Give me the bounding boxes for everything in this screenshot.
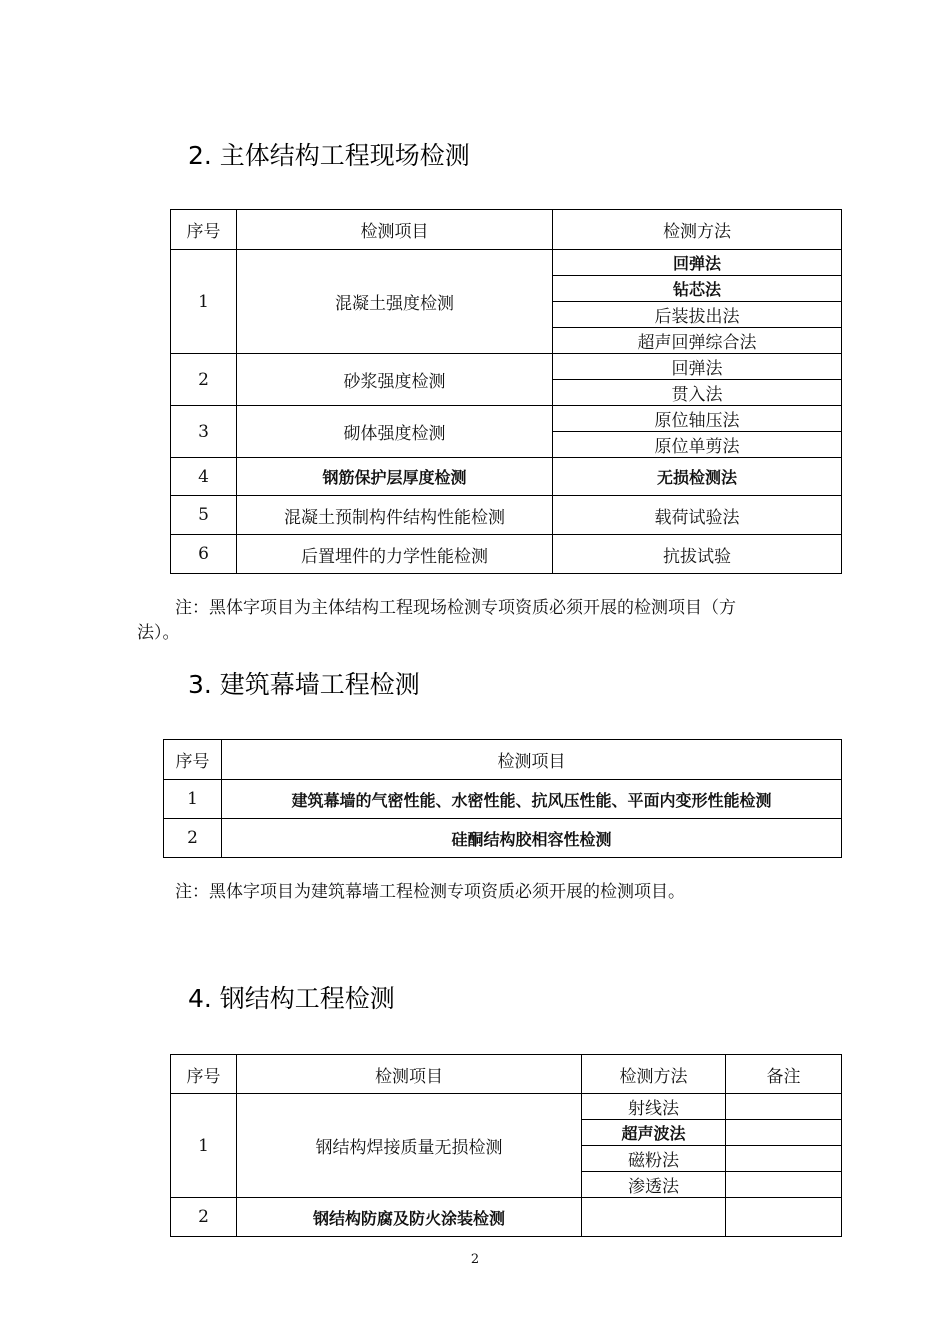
section-2-note-line2: 法）。 xyxy=(137,623,180,643)
table-curtain-wall xyxy=(163,739,842,858)
table-steel-structure xyxy=(170,1054,842,1237)
table-row xyxy=(164,819,842,858)
header-method: 检测方法 xyxy=(553,210,842,250)
row-item: 钢结构防腐及防火涂装检测 xyxy=(237,1198,582,1237)
row-method: 无损检测法 xyxy=(553,458,842,496)
header-item: 检测项目 xyxy=(237,1055,582,1094)
row-method: 抗拔试验 xyxy=(553,535,842,574)
row-method: 回弹法 xyxy=(553,354,842,380)
header-no: 序号 xyxy=(164,740,222,780)
row-no: 2 xyxy=(164,819,222,858)
row-method: 射线法 xyxy=(582,1094,726,1120)
row-remark xyxy=(726,1120,842,1146)
section-2-note-line1: 注：黑体字项目为主体结构工程现场检测专项资质必须开展的检测项目（方 xyxy=(175,598,736,618)
row-item: 后置埋件的力学性能检测 xyxy=(237,535,553,574)
row-method: 渗透法 xyxy=(582,1172,726,1198)
row-method: 载荷试验法 xyxy=(553,496,842,535)
row-item: 混凝土预制构件结构性能检测 xyxy=(237,496,553,535)
row-item: 砂浆强度检测 xyxy=(237,354,553,406)
row-method: 超声回弹综合法 xyxy=(553,328,842,354)
header-item: 检测项目 xyxy=(222,740,842,780)
table-row xyxy=(171,250,842,276)
row-no: 2 xyxy=(171,1198,237,1237)
row-method: 原位单剪法 xyxy=(553,432,842,458)
header-no: 序号 xyxy=(171,210,237,250)
row-item: 钢结构焊接质量无损检测 xyxy=(237,1094,582,1198)
section-4-title: 4. 钢结构工程检测 xyxy=(188,984,395,1013)
table-main-structure xyxy=(170,209,842,574)
row-method: 磁粉法 xyxy=(582,1146,726,1172)
table-row xyxy=(171,535,842,574)
row-method: 贯入法 xyxy=(553,380,842,406)
row-item: 砌体强度检测 xyxy=(237,406,553,458)
page-number: 2 xyxy=(470,1252,480,1267)
row-method: 钻芯法 xyxy=(553,276,842,302)
row-item: 钢筋保护层厚度检测 xyxy=(237,458,553,496)
header-remark: 备注 xyxy=(726,1055,842,1094)
table-row xyxy=(171,496,842,535)
table-row xyxy=(171,406,842,432)
section-3-title: 3. 建筑幕墙工程检测 xyxy=(188,670,420,699)
row-method: 超声波法 xyxy=(582,1120,726,1146)
row-remark xyxy=(726,1198,842,1237)
table-row xyxy=(171,1094,842,1120)
row-no: 4 xyxy=(171,458,237,496)
table-row xyxy=(171,354,842,380)
row-no: 6 xyxy=(171,535,237,574)
row-item: 硅酮结构胶相容性检测 xyxy=(222,819,842,858)
table-row xyxy=(171,458,842,496)
header-no: 序号 xyxy=(171,1055,237,1094)
table-header-row xyxy=(171,1055,842,1094)
row-method: 回弹法 xyxy=(553,250,842,276)
header-item: 检测项目 xyxy=(237,210,553,250)
row-remark xyxy=(726,1146,842,1172)
row-no: 1 xyxy=(171,1094,237,1198)
row-no: 5 xyxy=(171,496,237,535)
section-2-title: 2. 主体结构工程现场检测 xyxy=(188,141,470,170)
table-row xyxy=(164,780,842,819)
table-row xyxy=(171,1198,842,1237)
row-remark xyxy=(726,1172,842,1198)
row-no: 1 xyxy=(164,780,222,819)
row-remark xyxy=(726,1094,842,1120)
row-method xyxy=(582,1198,726,1237)
row-no: 2 xyxy=(171,354,237,406)
header-method: 检测方法 xyxy=(582,1055,726,1094)
table-header-row xyxy=(171,210,842,250)
row-no: 3 xyxy=(171,406,237,458)
row-no: 1 xyxy=(171,250,237,354)
section-3-note: 注：黑体字项目为建筑幕墙工程检测专项资质必须开展的检测项目。 xyxy=(175,882,685,902)
row-item: 建筑幕墙的气密性能、水密性能、抗风压性能、平面内变形性能检测 xyxy=(222,780,842,819)
row-method: 后装拔出法 xyxy=(553,302,842,328)
table-header-row xyxy=(164,740,842,780)
row-item: 混凝土强度检测 xyxy=(237,250,553,354)
row-method: 原位轴压法 xyxy=(553,406,842,432)
